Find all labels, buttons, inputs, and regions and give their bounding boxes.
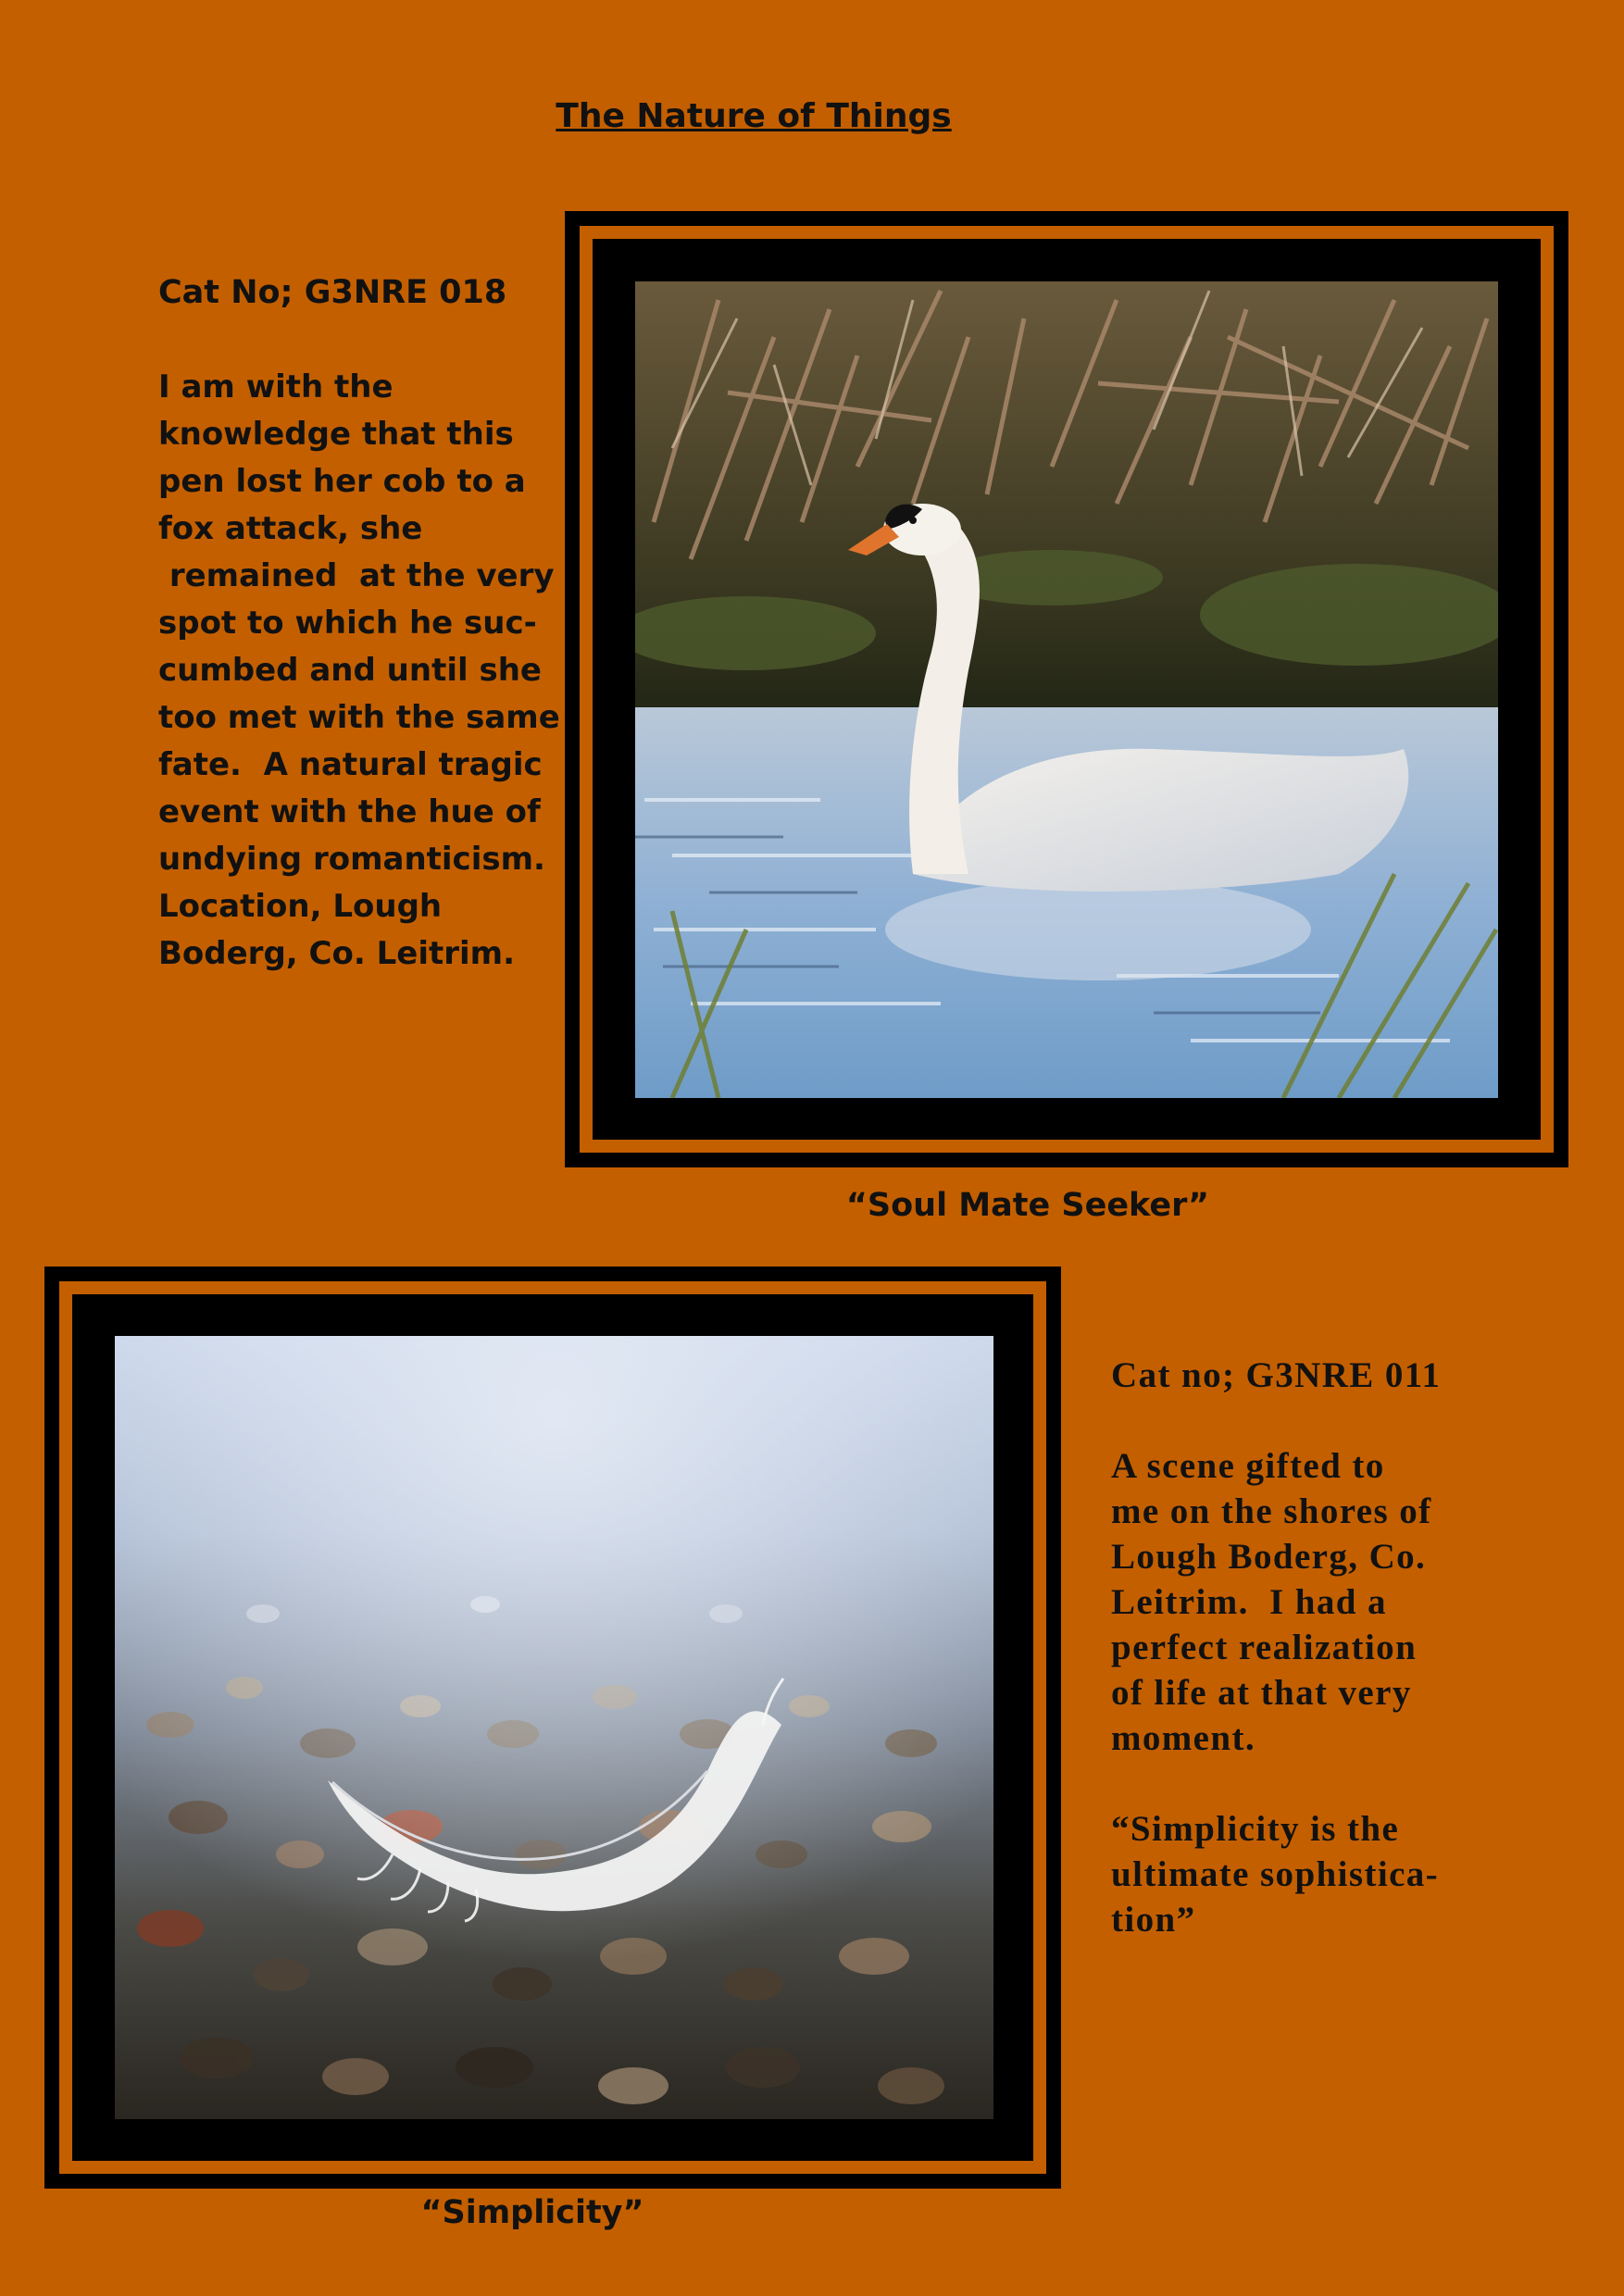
- quote-line: “Simplicity is the: [1111, 1809, 1400, 1849]
- description-line: remained at the very: [158, 557, 555, 594]
- description-line: fate. A natural tragic: [158, 746, 543, 783]
- description-line: Location, Lough: [158, 888, 443, 925]
- quote-line: ultimate sophistica-: [1111, 1854, 1440, 1894]
- description-line: A scene gifted to: [1111, 1446, 1385, 1486]
- description-line: pen lost her cob to a: [158, 463, 526, 500]
- description-line: me on the shores of: [1111, 1491, 1432, 1531]
- swan-photo-frame: [565, 211, 1568, 1167]
- page-title: The Nature of Things: [556, 97, 952, 135]
- swan-image: [635, 281, 1498, 1098]
- description-line: fox attack, she: [158, 510, 423, 547]
- feather-image: [115, 1336, 993, 2119]
- artwork-2-description: [1111, 1443, 1593, 1761]
- description-line: Leitrim. I had a: [1111, 1582, 1387, 1622]
- description-line: undying romanticism.: [158, 841, 545, 878]
- swan-photo: [635, 281, 1498, 1098]
- artwork-2-quote: [1111, 1806, 1593, 1942]
- description-line: perfect realization: [1111, 1628, 1418, 1667]
- caption-soul-mate-seeker: “Soul Mate Seeker”: [845, 1187, 1210, 1224]
- description-line: too met with the same: [158, 699, 560, 736]
- quote-line: tion”: [1111, 1900, 1196, 1940]
- feather-photo-frame: [44, 1267, 1061, 2189]
- caption-simplicity: “Simplicity”: [420, 2194, 644, 2231]
- artwork-1-description: [158, 364, 560, 978]
- description-line: knowledge that this: [158, 416, 514, 453]
- feather-photo: [115, 1336, 993, 2119]
- description-line: of life at that very: [1111, 1673, 1412, 1713]
- catalog-number-011: Cat no; G3NRE 011: [1111, 1355, 1442, 1395]
- description-line: event with the hue of: [158, 793, 541, 830]
- description-line: I am with the: [158, 368, 394, 406]
- description-line: cumbed and until she: [158, 652, 542, 689]
- description-line: Lough Boderg, Co.: [1111, 1537, 1427, 1577]
- description-line: moment.: [1111, 1718, 1256, 1758]
- catalog-number-018: Cat No; G3NRE 018: [158, 274, 507, 311]
- description-line: spot to which he suc-: [158, 605, 537, 642]
- description-line: Boderg, Co. Leitrim.: [158, 935, 515, 972]
